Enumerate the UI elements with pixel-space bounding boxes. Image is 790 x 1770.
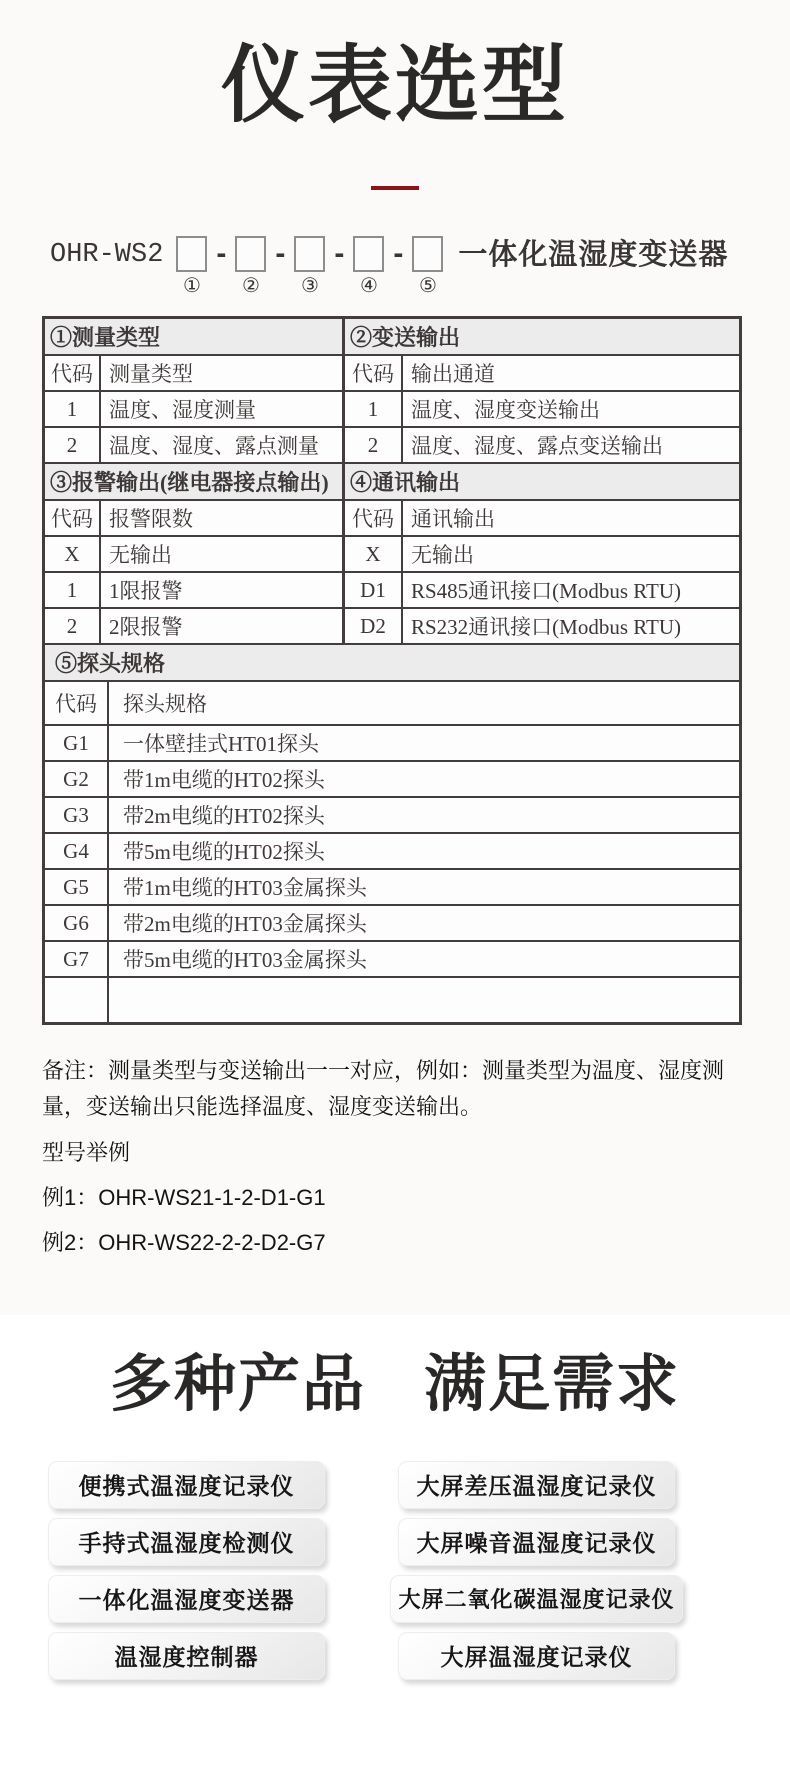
desc-header: 通讯输出 [411,507,495,532]
code-cell: 1 [45,573,101,607]
desc-cell: 无输出 [411,543,474,568]
column-header-row [45,356,739,392]
product-button-co2-recorder[interactable]: 大屏二氧化碳温湿度记录仪 [390,1575,683,1623]
code-cell: 2 [45,609,101,643]
section-title-3: ③报警输出(继电器接点输出) [45,464,345,499]
desc-cell: 带2m电缆的HT02探头 [123,804,325,829]
code-cell: X [45,537,101,571]
position-marker-1: ① [182,275,201,298]
table-row [45,726,739,762]
table-row [45,428,739,464]
position-marker-5: ⑤ [418,275,437,298]
code-box-3 [294,236,325,272]
desc-header: 探头规格 [123,692,207,717]
section-title-1: ①测量类型 [45,319,345,354]
desc-header: 测量类型 [101,356,345,390]
code-cell: G5 [45,870,109,904]
products-heading-left: 多种产品 [109,1349,366,1419]
code-header: 代码 [345,501,403,535]
desc-cell: 温度、湿度、露点变送输出 [411,434,663,459]
code-cell: G7 [45,942,109,976]
code-cell: 2 [345,428,403,462]
code-cell: G6 [45,906,109,940]
model-suffix: 一体化温湿度变送器 [458,239,729,272]
desc-cell: RS232通讯接口(Modbus RTU) [411,615,682,640]
product-button-diff-pressure-recorder[interactable]: 大屏差压温湿度记录仪 [398,1461,675,1509]
dash-separator: - [334,237,345,271]
position-marker-2: ② [241,275,260,298]
page-title: 仪表选型 [220,38,569,132]
position-marker-3: ③ [300,275,319,298]
table-row [45,609,739,645]
column-header-row [45,682,739,726]
table-row [45,762,739,798]
code-box-2 [235,236,266,272]
desc-cell: 带1m电缆的HT02探头 [123,768,325,793]
desc-cell: 带1m电缆的HT03金属探头 [123,876,367,901]
model-code-slot-2 [235,236,266,298]
position-marker-4: ④ [359,275,378,298]
table-row [45,537,739,573]
empty-cell [45,978,109,1022]
dash-separator: - [393,237,404,271]
section-title-5: ⑤探头规格 [45,645,739,680]
model-code-slot-1 [176,236,207,298]
desc-cell: 无输出 [101,537,345,571]
remark-text: 备注：测量类型与变送输出一一对应，例如：测量类型为温度、湿度测量，变送输出只能选择温度、湿度变送输出。 [42,1058,725,1119]
code-box-1 [176,236,207,272]
code-cell: 2 [45,428,101,462]
code-cell: D1 [345,573,403,607]
selection-table [42,316,742,1025]
code-cell: G4 [45,834,109,868]
table-spacer-row [45,978,739,1022]
model-code-line [50,236,790,298]
desc-cell: 带5m电缆的HT03金属探头 [123,948,367,973]
desc-header: 报警限数 [101,501,345,535]
code-header: 代码 [45,501,101,535]
table-row [45,942,739,978]
table-row [45,834,739,870]
code-cell: 1 [45,392,101,426]
section-header-row [45,464,739,501]
section-header-row [45,645,739,682]
model-code-slot-4 [353,236,384,298]
desc-cell: 温度、湿度变送输出 [411,398,600,423]
product-button-controller[interactable]: 温湿度控制器 [48,1632,325,1680]
code-cell: 1 [345,392,403,426]
dash-separator: - [275,237,286,271]
desc-cell: 温度、湿度测量 [101,392,345,426]
code-cell: G2 [45,762,109,796]
desc-cell: 温度、湿度、露点测量 [101,428,345,462]
desc-cell: 一体壁挂式HT01探头 [123,732,319,757]
code-cell: X [345,537,403,571]
code-cell: G1 [45,726,109,760]
desc-cell: 1限报警 [101,573,345,607]
table-row [45,573,739,609]
code-cell: D2 [345,609,403,643]
notes-block [42,1053,746,1259]
desc-header: 输出通道 [411,362,495,387]
products-heading-right: 满足需求 [424,1349,681,1419]
product-button-bigscreen-recorder[interactable]: 大屏温湿度记录仪 [398,1632,675,1680]
desc-cell: 带5m电缆的HT02探头 [123,840,325,865]
product-button-handheld-detector[interactable]: 手持式温湿度检测仪 [48,1518,325,1566]
code-box-4 [353,236,384,272]
examples-title: 型号举例 [42,1140,131,1166]
column-header-row [45,501,739,537]
products-section [0,1315,790,1770]
model-code-slot-5 [412,236,443,298]
desc-cell: RS485通讯接口(Modbus RTU) [411,579,682,604]
product-button-integrated-transmitter[interactable]: 一体化温湿度变送器 [48,1575,325,1623]
example-1: 例1：OHR-WS21-1-2-D1-G1 [42,1185,326,1211]
model-prefix: OHR-WS2 [50,240,164,271]
red-divider [371,186,419,190]
code-box-5 [412,236,443,272]
section-header-row [45,319,739,356]
section-title-4: ④通讯输出 [345,464,739,499]
table-row [45,392,739,428]
code-header: 代码 [45,682,109,724]
table-row [45,798,739,834]
table-row [45,870,739,906]
product-button-noise-recorder[interactable]: 大屏噪音温湿度记录仪 [398,1518,675,1566]
code-cell: G3 [45,798,109,832]
code-header: 代码 [45,356,101,390]
model-code-slot-3 [294,236,325,298]
desc-cell: 2限报警 [101,609,345,643]
code-header: 代码 [345,356,403,390]
empty-cell [109,978,739,1022]
dash-separator: - [216,237,227,271]
table-row [45,906,739,942]
example-2: 例2：OHR-WS22-2-2-D2-G7 [42,1229,326,1255]
desc-cell: 带2m电缆的HT03金属探头 [123,912,367,937]
product-button-portable-recorder[interactable]: 便携式温湿度记录仪 [48,1461,325,1509]
section-title-2: ②变送输出 [345,319,739,354]
product-button-grid [48,1461,790,1680]
products-heading [0,1351,790,1419]
